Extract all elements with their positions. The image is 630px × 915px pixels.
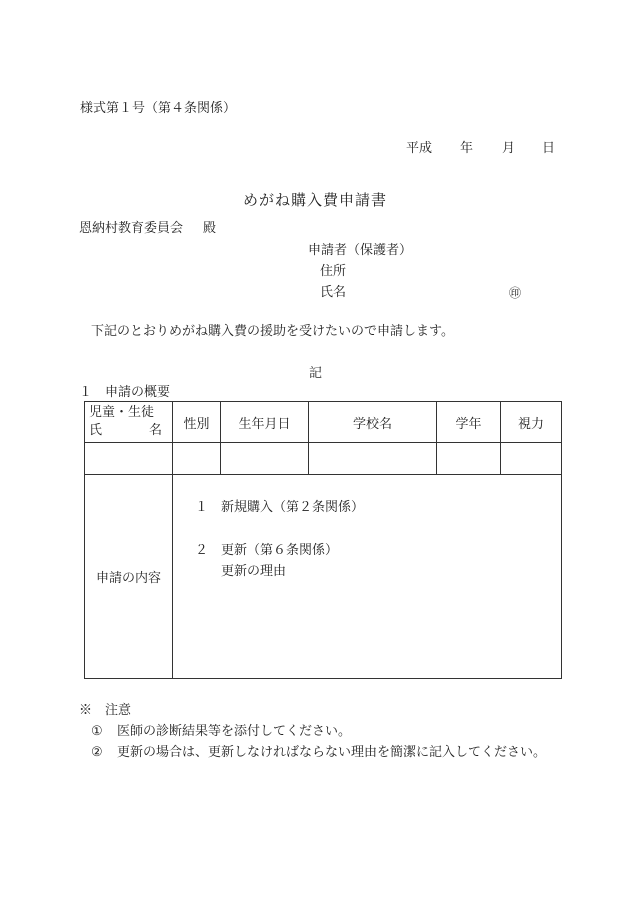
note-1-num: ① xyxy=(91,724,103,739)
student-name-field[interactable] xyxy=(85,443,173,475)
header-vision: 視力 xyxy=(501,402,562,443)
note-1-text: 医師の診断結果等を添付してください。 xyxy=(117,724,352,739)
header-grade: 学年 xyxy=(437,402,501,443)
date-year-label: 年 xyxy=(460,141,474,156)
form-number: 様式第１号（第４条関係） xyxy=(80,101,237,116)
renewal-reason-label: 更新の理由 xyxy=(221,564,287,579)
school-field[interactable] xyxy=(309,443,437,475)
date-day-label: 日 xyxy=(542,141,556,156)
note-2-text: 更新の場合は、更新しなければならない理由を簡潔に記入してください。 xyxy=(117,745,547,760)
header-row xyxy=(85,402,562,443)
content-row xyxy=(85,475,562,679)
notes-heading: ※ 注意 xyxy=(79,703,132,718)
content-label: 申請の内容 xyxy=(85,475,173,679)
address-label: 住所 xyxy=(320,264,347,279)
entry-row xyxy=(85,443,562,475)
note-2-num: ② xyxy=(91,745,103,760)
recipient-honorific: 殿 xyxy=(203,221,217,236)
header-student-line1: 児童・生徒 xyxy=(89,405,155,420)
header-student-line2a: 氏 xyxy=(89,423,103,438)
header-sex: 性別 xyxy=(173,402,221,443)
note-item xyxy=(91,724,351,740)
ki-heading: 記 xyxy=(309,366,323,381)
header-birthdate: 生年月日 xyxy=(221,402,309,443)
applicant-label: 申請者（保護者） xyxy=(308,243,413,258)
body-text: 下記のとおりめがね購入費の援助を受けたいので申請します。 xyxy=(91,324,454,339)
section-heading: １ 申請の概要 xyxy=(79,385,171,400)
grade-field[interactable] xyxy=(437,443,501,475)
document-title: めがね購入費申請書 xyxy=(242,191,387,209)
header-student-name xyxy=(85,402,173,443)
option-1-text: 新規購入（第２条関係） xyxy=(221,500,365,515)
option-renewal xyxy=(195,539,338,558)
sex-field[interactable] xyxy=(173,443,221,475)
vision-field[interactable] xyxy=(501,443,562,475)
header-student-line2b: 名 xyxy=(148,423,162,438)
option-1-num: １ xyxy=(195,500,209,515)
seal-mark: ㊞ xyxy=(509,286,522,300)
option-2-num: ２ xyxy=(195,543,209,558)
recipient-name: 恩納村教育委員会 xyxy=(79,221,184,236)
application-table xyxy=(84,401,562,679)
recipient xyxy=(79,221,216,237)
date-era: 平成 xyxy=(406,141,433,156)
option-new-purchase xyxy=(195,496,364,515)
note-item xyxy=(91,745,546,761)
birthdate-field[interactable] xyxy=(221,443,309,475)
content-cell[interactable] xyxy=(173,475,562,679)
option-2-text: 更新（第６条関係） xyxy=(221,543,339,558)
name-label: 氏名 xyxy=(320,285,347,300)
date-line xyxy=(406,141,555,157)
header-school: 学校名 xyxy=(309,402,437,443)
date-month-label: 月 xyxy=(502,141,516,156)
